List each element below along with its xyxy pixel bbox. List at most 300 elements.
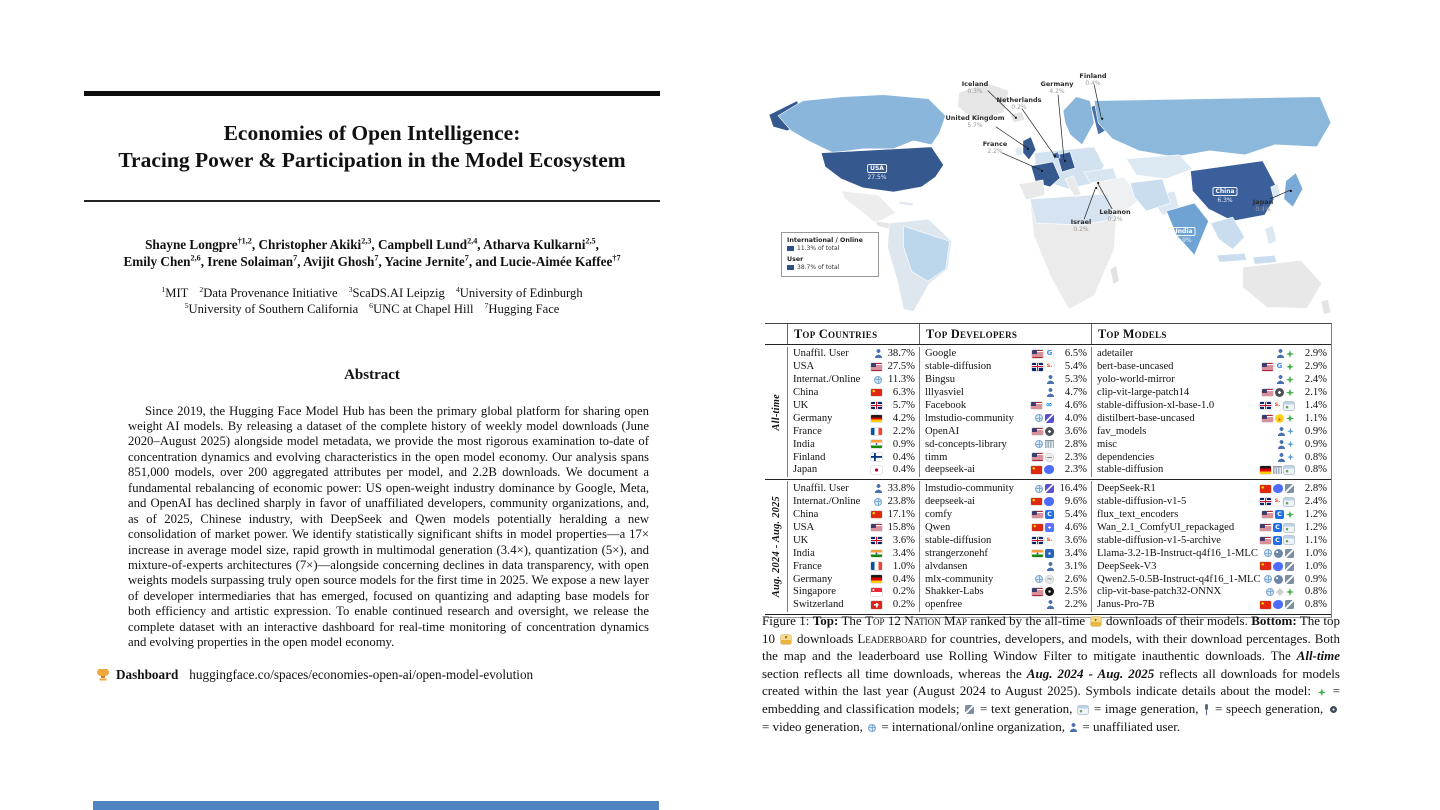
- text-segment: downloads of their models.: [1102, 613, 1252, 628]
- greenstar-icon: [1286, 511, 1294, 519]
- onnx-icon: [1276, 588, 1284, 596]
- title-line-1: Economies of Open Intelligence:: [223, 121, 521, 145]
- entry-percent: 1.0%: [1304, 547, 1327, 559]
- entry-icons: [1029, 453, 1054, 462]
- country-percent: 0.9%: [1176, 237, 1192, 244]
- entry-percent: 9.6%: [1064, 496, 1087, 508]
- entry-icons: [868, 440, 882, 448]
- text-segment: All-time: [1296, 648, 1340, 664]
- leaderboard-row: [925, 464, 1087, 477]
- entry-icons: [1259, 362, 1294, 371]
- superscript: 4: [455, 284, 460, 294]
- imagegen-icon: [1078, 706, 1088, 714]
- lmstudio-icon: [1045, 414, 1054, 423]
- entry-name: stable-diffusion: [925, 361, 992, 373]
- flag-in-icon: [1032, 550, 1043, 558]
- flag-in-icon: [871, 440, 882, 448]
- flag-us-icon: [871, 524, 882, 532]
- text-segment: ranked by the all-time: [967, 613, 1089, 628]
- entry-name: stable-diffusion: [925, 534, 992, 546]
- leaderboard-row: [925, 547, 1087, 560]
- text-segment: Top 12 Nation Map: [865, 613, 968, 628]
- country-percent: 5.7%: [967, 122, 983, 129]
- text-segment: section reflects all time downloads, whereas the: [762, 665, 1027, 681]
- entry-icons: [1044, 562, 1054, 571]
- entry-icons: [868, 466, 882, 474]
- text-segment: = speech generation,: [1211, 700, 1327, 716]
- entry-icons: [1259, 388, 1294, 397]
- title-rule-thin: [84, 200, 660, 202]
- entry-icons: [1029, 349, 1054, 358]
- superscript: 2: [199, 284, 204, 294]
- flag-gb-icon: [1260, 402, 1271, 410]
- entry-icons: [868, 402, 882, 410]
- leaderboard-row: [1097, 399, 1327, 412]
- superscript: 2,3: [361, 236, 372, 246]
- entry-name: DeepSeek-R1: [1097, 483, 1156, 495]
- leaderboard-row: [793, 451, 915, 464]
- trophy-icon: [96, 669, 109, 681]
- greenstar-icon: [1286, 414, 1294, 422]
- comfy-icon: [1275, 510, 1284, 519]
- leaderboard-row: [793, 534, 915, 547]
- leaderboard-column-countries: [787, 481, 919, 612]
- text-segment: , Avijit Ghosh: [297, 253, 375, 269]
- globe-icon: [1264, 549, 1272, 557]
- flag-us-icon: [1260, 537, 1271, 545]
- abstract-text: Since 2019, the Hugging Face Model Hub has been the primary global platform for sharing open weight AI models. By releasing a dataset of the complete history of weekly model downloads (June 2020–August 2025) alongside model metadata, we provide the most rigorous examination to-date of concentration dynamics and evolving characteristics in the open model economy. Our analysis spans 851,000 models, over 200 aggregated attributes per model, and 2.2B downloads. We document a fundamental rebalancing of economic power: US open-weight industry dominance by Google, Meta, and OpenAI has declined sharply in favor of unaffiliated developers, community organizations, and, as of 2025, Chinese industry, with DeepSeek and Qwen models potentially heralding a new consolidation of market power. We identify statistically significant shifts in model properties—a 17× increase in average model size, rapid growth in multimodal generation (3.4×), quantization (5×), and mixture-of-experts architectures (7×)—alongside concerning declines in data transparency, with open weights models surpassing truly open source models for the first time in 2025. We expose a new layer of developer intermediaries that has emerged, focused on quantizing and adapting base models for both efficiency and artistic expression. To enable continued research and oversight, we release the complete dataset with an interactive dashboard for real-time monitoring of concentration dynamics and evolving properties in the open model economy.: [128, 403, 649, 650]
- text-segment: UNC at Chapel Hill: [373, 301, 474, 316]
- legend-value: [787, 245, 873, 252]
- entry-name: deepseek-ai: [925, 464, 975, 476]
- column-header-countries: Top Countries: [787, 324, 919, 344]
- leaderboard-row: [1097, 360, 1327, 373]
- entry-icons: [1029, 510, 1054, 519]
- entry-name: stable-diffusion-v1-5-archive: [1097, 534, 1221, 546]
- leaderboard-column-developers: [919, 481, 1091, 612]
- entry-percent: 4.6%: [1064, 522, 1087, 534]
- mlx-icon: [1045, 575, 1054, 584]
- textgen-icon: [965, 705, 974, 714]
- mlc-icon: [1274, 549, 1283, 558]
- entry-icons: [868, 550, 882, 558]
- country-name: China: [1212, 187, 1237, 196]
- superscript: 7: [464, 253, 469, 263]
- entry-name: timm: [925, 451, 948, 463]
- person-icon: [1070, 723, 1077, 732]
- entry-icons: [1275, 453, 1294, 462]
- entry-icons: [868, 511, 882, 519]
- entry-percent: 1.4%: [1304, 400, 1327, 411]
- entry-icons: [868, 575, 882, 583]
- section-label: [765, 347, 787, 478]
- leaderboard-row: [793, 598, 915, 611]
- flag-cn-icon: [1031, 466, 1042, 474]
- text-segment: Figure 1:: [762, 613, 813, 628]
- leaderboard-row: [925, 412, 1087, 425]
- meta-icon: [1044, 401, 1054, 410]
- flag-sg-icon: [871, 588, 882, 596]
- leaderboard-row: [1097, 560, 1327, 573]
- leaderboard-row: [925, 348, 1087, 361]
- country-percent: 27.5%: [867, 174, 887, 181]
- leaderboard-row: [793, 373, 915, 386]
- leaderboard-row: [925, 598, 1087, 611]
- speechgen-icon: [1204, 704, 1209, 714]
- country-percent: 0.3%: [967, 88, 983, 95]
- superscript: 2,6: [190, 253, 201, 263]
- entry-name: mlx-community: [925, 573, 994, 585]
- flag-in-icon: [871, 550, 882, 558]
- leaderboard-row: [793, 360, 915, 373]
- leaderboard-table: [765, 323, 1332, 618]
- entry-icons: [868, 524, 882, 532]
- imagegen-icon: [1284, 536, 1294, 544]
- entry-percent: 2.1%: [1304, 387, 1327, 399]
- flag-gb-icon: [1260, 498, 1271, 506]
- title-line-2: Tracing Power & Participation in the Model Ecosystem: [118, 148, 626, 172]
- entry-icons: [1259, 510, 1294, 519]
- globe-icon: [1264, 575, 1272, 583]
- legend-label: User: [787, 256, 804, 263]
- text-segment: reflects all downloads for models created within the last year (August 2024 to August 2025). Symbols indicate details about the model:: [762, 665, 1340, 699]
- country-name: Israel: [1070, 218, 1092, 226]
- leaderboard-row: [1097, 412, 1327, 425]
- text-segment: = video generation,: [762, 718, 867, 734]
- leaderboard-row: [793, 560, 915, 573]
- legend-swatch: [787, 246, 794, 251]
- comfy-icon: [1273, 536, 1282, 545]
- dashboard-label: Dashboard: [116, 666, 179, 682]
- entry-name: alvdansen: [925, 560, 968, 572]
- leaderboard-row: [925, 373, 1087, 386]
- entry-icons: [1257, 523, 1294, 532]
- entry-percent: 3.6%: [892, 534, 915, 546]
- download-icon: [1091, 617, 1101, 626]
- text-segment: University of Southern California: [188, 301, 359, 316]
- leaderboard-row: [925, 586, 1087, 599]
- entry-percent: 0.4%: [892, 573, 915, 585]
- leaderboard-row: [925, 482, 1087, 495]
- entry-name: openfree: [925, 599, 963, 611]
- entry-icons: [1263, 588, 1294, 596]
- text-segment: The: [838, 613, 866, 628]
- leaderboard-body: [765, 345, 1331, 615]
- entry-percent: 2.4%: [1304, 374, 1327, 386]
- leaderboard-row: [1097, 451, 1327, 464]
- legend-value-text: 38.7% of total: [797, 264, 840, 271]
- entry-percent: 2.4%: [1304, 496, 1327, 508]
- entry-name: Internat./Online: [793, 374, 861, 386]
- country-percent: 0.2%: [1107, 216, 1123, 223]
- leaderboard-row: [925, 560, 1087, 573]
- entry-name: Finland: [793, 451, 826, 463]
- leaderboard-row: [925, 360, 1087, 373]
- map-label-finland: [1079, 72, 1106, 87]
- text-segment: = international/online organization,: [878, 718, 1069, 734]
- qwen-icon: [1045, 523, 1054, 532]
- leaderboard-row: [793, 508, 915, 521]
- text-segment: = unaffiliated user.: [1079, 718, 1181, 734]
- flag-us-icon: [871, 363, 882, 371]
- text-segment: = text generation,: [976, 700, 1077, 716]
- entry-icons: [868, 363, 882, 371]
- flag-cn-icon: [1260, 562, 1271, 570]
- leaderboard-row: [925, 425, 1087, 438]
- leaderboard-row: [925, 495, 1087, 508]
- entry-percent: 2.9%: [1304, 361, 1327, 373]
- map-label-israel: [1071, 218, 1092, 233]
- section-label: [765, 481, 787, 612]
- superscript: 2,4: [467, 236, 478, 246]
- whale-icon: [1044, 497, 1054, 506]
- bluedot-icon: [1287, 441, 1294, 448]
- entry-percent: 0.9%: [1304, 573, 1327, 585]
- entry-icons: [871, 498, 882, 506]
- country-name: Finland: [1079, 72, 1107, 80]
- country-name: United Kingdom: [945, 114, 1005, 122]
- country-percent: 0.4%: [1255, 206, 1271, 213]
- leaderboard-row: [925, 399, 1087, 412]
- entry-percent: 0.8%: [1304, 464, 1327, 476]
- entry-percent: 1.0%: [1304, 560, 1327, 572]
- flag-gb-icon: [871, 537, 882, 545]
- comfy-icon: [1273, 523, 1282, 532]
- entry-percent: 6.3%: [892, 387, 915, 399]
- whale-icon: [1273, 562, 1283, 571]
- figure-caption: [762, 612, 1340, 735]
- entry-percent: 2.8%: [1064, 438, 1087, 450]
- person-icon: [1047, 375, 1054, 384]
- flag-us-icon: [1032, 511, 1043, 519]
- entry-percent: 1.1%: [1304, 534, 1327, 546]
- greenstar-icon: [1286, 363, 1294, 371]
- entry-percent: 0.2%: [892, 599, 915, 611]
- section-label-text: Aug. 2024 - Aug. 2025: [770, 496, 782, 598]
- entry-icons: [1029, 427, 1054, 436]
- entry-name: China: [793, 387, 819, 399]
- entry-name: flux_text_encoders: [1097, 509, 1179, 521]
- videogen-icon: [1329, 705, 1338, 714]
- entry-name: distilbert-base-uncased: [1097, 412, 1195, 424]
- paper-title: [84, 120, 660, 174]
- person-icon: [1047, 600, 1054, 609]
- openai-icon: [1275, 388, 1284, 397]
- dashboard-link[interactable]: huggingface.co/spaces/economies-open-ai/open-model-evolution: [189, 666, 534, 682]
- paper-left-page: [84, 0, 660, 683]
- leaderboard-section-1: [765, 479, 1331, 615]
- text-segment: Bottom:: [1251, 613, 1297, 628]
- leaderboard-row: [1097, 573, 1327, 586]
- leaderboard-row: [1097, 425, 1327, 438]
- flag-fi-icon: [871, 453, 882, 461]
- textgen-icon: [1285, 484, 1294, 493]
- entry-icons: [868, 453, 882, 461]
- entry-name: Llama-3.2-1B-Instruct-q4f16_1-MLC: [1097, 547, 1258, 559]
- legend-value: [787, 264, 873, 271]
- flag-cn-icon: [871, 511, 882, 519]
- text-segment: ScaDS.AI Leipzig: [352, 285, 445, 300]
- text-segment: Shayne Longpre: [145, 236, 238, 252]
- globe-icon: [874, 376, 882, 384]
- leaderboard-row: [925, 451, 1087, 464]
- entry-percent: 3.4%: [1064, 547, 1087, 559]
- person-icon: [1047, 562, 1054, 571]
- entry-percent: 0.8%: [1304, 599, 1327, 611]
- entry-percent: 0.8%: [1304, 451, 1327, 463]
- entry-icons: [1257, 600, 1294, 609]
- text-segment: The top 10: [762, 613, 1341, 646]
- leaderboard-row: [1097, 508, 1327, 521]
- leaderboard-row: [793, 386, 915, 399]
- abstract-heading: Abstract: [344, 366, 400, 383]
- text-segment: , Atharva Kulkarni: [477, 236, 586, 252]
- entry-icons: [872, 484, 882, 493]
- entry-name: clip-vit-large-patch14: [1097, 387, 1190, 399]
- hf-icon: [1275, 414, 1284, 423]
- country-percent: 0.2%: [1011, 104, 1027, 111]
- country-name: Lebanon: [1099, 208, 1131, 216]
- entry-name: Google: [925, 348, 957, 360]
- entry-percent: 3.4%: [892, 547, 915, 559]
- leaderboard-row: [1097, 482, 1327, 495]
- entry-percent: 3.6%: [1064, 425, 1087, 437]
- entry-icons: [1257, 536, 1294, 545]
- globe-icon: [1035, 414, 1043, 422]
- entry-name: stable-diffusion-v1-5: [1097, 496, 1187, 508]
- map-label-iceland: [962, 80, 989, 95]
- flag-us-icon: [1031, 402, 1042, 410]
- entry-name: Facebook: [925, 400, 967, 411]
- country-name: Japan: [1252, 198, 1274, 206]
- entry-percent: 5.7%: [892, 400, 915, 411]
- text-segment: = image generation,: [1090, 700, 1203, 716]
- column-header-models: Top Models: [1091, 324, 1331, 344]
- entry-icons: [1029, 549, 1054, 558]
- superscript: 3: [348, 284, 353, 294]
- text-segment: for countries, developers, and models, with their download percentages. Both the map and the leaderboard use Rolling Window Filter to mitigate inauthentic downloads. The: [762, 630, 1341, 664]
- nation-map-figure: [763, 70, 1340, 320]
- entry-icons: [868, 537, 882, 545]
- leaderboard-row: [793, 495, 915, 508]
- text-segment: , Campbell Lund: [371, 236, 468, 252]
- entry-icons: [1259, 414, 1294, 423]
- map-label-france: [983, 140, 1008, 155]
- leaderboard-row: [793, 412, 915, 425]
- whale-icon: [1273, 600, 1283, 609]
- entry-name: Germany: [793, 573, 833, 585]
- leaderboard-column-models: [1091, 347, 1331, 478]
- superscript: 1: [161, 284, 166, 294]
- textgen-icon: [1285, 562, 1294, 571]
- entry-name: OpenAI: [925, 425, 960, 437]
- column-header-developers: Top Developers: [919, 324, 1091, 344]
- leaderboard-row: [793, 348, 915, 361]
- entry-percent: 0.2%: [892, 586, 915, 598]
- leaderboard-row: [793, 425, 915, 438]
- entry-name: USA: [793, 522, 815, 534]
- flag-gb-icon: [1032, 537, 1043, 545]
- legend-entry: [787, 256, 873, 271]
- entry-name: China: [793, 509, 819, 521]
- imagegen-icon: [1284, 498, 1294, 506]
- entry-percent: 5.4%: [1064, 361, 1087, 373]
- entry-percent: 1.0%: [892, 560, 915, 572]
- entry-name: Internat./Online: [793, 496, 861, 508]
- entry-icons: [1029, 362, 1054, 371]
- flag-cn-icon: [1032, 524, 1043, 532]
- flag-us-icon: [1262, 363, 1273, 371]
- person-icon: [1278, 440, 1285, 449]
- entry-name: strangerzonehf: [925, 547, 988, 559]
- country-name: Netherlands: [996, 96, 1042, 104]
- entry-icons: [1275, 427, 1294, 436]
- superscript: 2,5: [585, 236, 596, 246]
- greenstar-icon: [1286, 389, 1294, 397]
- dashboard-row: [96, 667, 660, 683]
- entry-icons: [1044, 388, 1054, 397]
- flag-jp-icon: [871, 466, 882, 474]
- entry-name: lmstudio-community: [925, 412, 1014, 424]
- entry-percent: 4.2%: [892, 412, 915, 424]
- leaderboard-column-countries: [787, 347, 919, 478]
- textgen-icon: [1285, 575, 1294, 584]
- entry-icons: [868, 588, 882, 596]
- entry-name: deepseek-ai: [925, 496, 975, 508]
- entry-percent: 38.7%: [887, 348, 915, 360]
- entry-percent: 3.6%: [1064, 534, 1087, 546]
- leaderboard-row: [793, 586, 915, 599]
- legend-value-text: 11.3% of total: [797, 245, 840, 252]
- leaderboard-row: [793, 399, 915, 412]
- entry-icons: [1274, 349, 1294, 358]
- map-label-netherlands: [997, 96, 1042, 111]
- timm-icon: [1045, 453, 1054, 462]
- person-icon: [875, 349, 882, 358]
- entry-name: India: [793, 438, 815, 450]
- leaderboard-header: [765, 324, 1331, 345]
- sd-icon: [1273, 401, 1282, 410]
- map-label-usa: [867, 155, 887, 181]
- bluedot-icon: [1287, 454, 1294, 461]
- flag-de-icon: [1260, 466, 1271, 474]
- entry-icons: [1274, 375, 1294, 384]
- lmstudio-icon: [1045, 484, 1054, 493]
- entry-icons: [1028, 465, 1054, 474]
- flag-us-icon: [1032, 428, 1043, 436]
- person-icon: [1278, 453, 1285, 462]
- entry-name: yolo-world-mirror: [1097, 374, 1175, 386]
- entry-icons: [1257, 484, 1294, 493]
- entry-name: fav_models: [1097, 425, 1147, 437]
- entry-icons: [1032, 440, 1054, 448]
- entry-icons: [868, 562, 882, 570]
- whale-icon: [1044, 465, 1054, 474]
- entry-percent: 2.9%: [1304, 348, 1327, 360]
- entry-name: misc: [1097, 438, 1118, 450]
- entry-percent: 1.2%: [1304, 522, 1327, 534]
- leaderboard-row: [1097, 586, 1327, 599]
- person-icon: [875, 484, 882, 493]
- text-segment: = embedding and classification models;: [762, 683, 1340, 716]
- superscript: 7: [293, 253, 298, 263]
- entry-percent: 33.8%: [887, 483, 915, 495]
- globe-icon: [868, 724, 876, 732]
- text-segment: , Yacine Jernite: [378, 253, 465, 269]
- globe-icon: [1266, 588, 1274, 596]
- entry-name: Qwen2.5-0.5B-Instruct-q4f16_1-MLC: [1097, 573, 1261, 585]
- bluebox-icon: [1045, 549, 1054, 558]
